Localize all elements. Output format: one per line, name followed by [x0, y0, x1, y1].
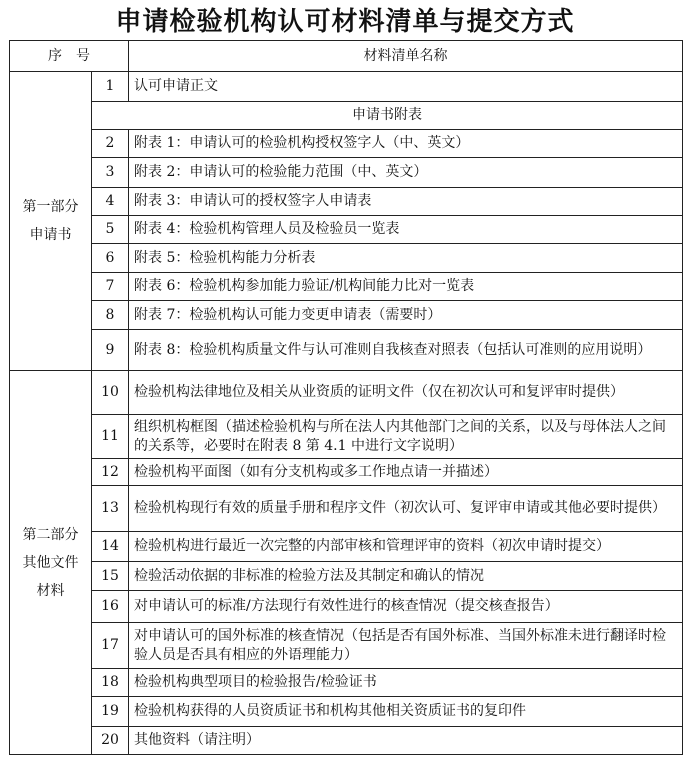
row-text: 附表 2：申请认可的检验能力范围（中、英文） — [129, 158, 683, 188]
header-seq: 序 号 — [10, 41, 129, 72]
row-number: 9 — [92, 330, 129, 371]
table-row — [10, 727, 683, 755]
row-text: 附表 6：检验机构参加能力验证/机构间能力比对一览表 — [129, 273, 683, 301]
row-text: 附表 7：检验机构认可能力变更申请表（需要时） — [129, 301, 683, 330]
row-number: 12 — [92, 459, 129, 486]
row-text: 检验机构进行最近一次完整的内部审核和管理评审的资料（初次申请时提交） — [129, 532, 683, 562]
table-row — [10, 301, 683, 330]
section-part2-label — [10, 371, 92, 755]
materials-table — [9, 40, 683, 755]
row-text: 对申请认可的标准/方法现行有效性进行的核查情况（提交核查报告） — [129, 591, 683, 623]
row-text: 检验活动依据的非标准的检验方法及其制定和确认的情况 — [129, 562, 683, 591]
table-row — [10, 486, 683, 532]
row-number: 1 — [92, 72, 129, 102]
row-number: 10 — [92, 371, 129, 415]
row-text: 检验机构法律地位及相关从业资质的证明文件（仅在初次认可和复评审时提供） — [129, 371, 683, 415]
row-number: 6 — [92, 244, 129, 273]
section-part2-label-line2: 其他文件 — [22, 554, 79, 571]
row-number: 3 — [92, 158, 129, 188]
table-row — [10, 130, 683, 158]
table-row — [10, 273, 683, 301]
row-text: 附表 5：检验机构能力分析表 — [129, 244, 683, 273]
section-part1-label-line2: 申请书 — [29, 227, 72, 243]
row-number: 20 — [92, 727, 129, 755]
row-number: 4 — [92, 188, 129, 216]
table-header-row — [10, 41, 683, 72]
table-row — [10, 330, 683, 371]
section-part1-label-line1: 第一部分 — [22, 199, 79, 215]
table-row — [10, 244, 683, 273]
table-row — [10, 562, 683, 591]
header-name: 材料清单名称 — [129, 41, 683, 72]
table-row — [10, 158, 683, 188]
section-part2-label-line3: 材料 — [36, 582, 65, 599]
row-number: 2 — [92, 130, 129, 158]
row-text: 检验机构获得的人员资质证书和机构其他相关资质证书的复印件 — [129, 697, 683, 727]
row-text: 检验机构平面图（如有分支机构或多工作地点请一并描述） — [129, 459, 683, 486]
table-row — [10, 532, 683, 562]
row-number: 18 — [92, 669, 129, 697]
row-number: 17 — [92, 623, 129, 669]
row-text: 附表 3：申请认可的授权签字人申请表 — [129, 188, 683, 216]
table-row — [10, 669, 683, 697]
table-row — [10, 72, 683, 102]
row-number: 15 — [92, 562, 129, 591]
section-part2-label-line1: 第二部分 — [22, 526, 79, 543]
row-text: 附表 1：申请认可的检验机构授权签字人（中、英文） — [129, 130, 683, 158]
table-row — [10, 459, 683, 486]
row-text: 组织机构框图（描述检验机构与所在法人内其他部门之间的关系，以及与母体法人之间的关系等，必要时在附表 8 第 4.1 中进行文字说明） — [129, 415, 683, 459]
row-number: 11 — [92, 415, 129, 459]
row-number: 16 — [92, 591, 129, 623]
table-row — [10, 371, 683, 415]
table-row — [10, 591, 683, 623]
row-number: 5 — [92, 216, 129, 244]
page-title: 申请检验机构认可材料清单与提交方式 — [115, 7, 575, 37]
table-subheader-row — [10, 102, 683, 130]
row-number: 8 — [92, 301, 129, 330]
table-row — [10, 216, 683, 244]
section-part1-label — [10, 72, 92, 371]
row-number: 7 — [92, 273, 129, 301]
row-number: 13 — [92, 486, 129, 532]
subheader-appendix: 申请书附表 — [92, 102, 683, 130]
row-text: 附表 8：检验机构质量文件与认可准则自我核查对照表（包括认可准则的应用说明） — [129, 330, 683, 371]
table-row — [10, 623, 683, 669]
row-number: 14 — [92, 532, 129, 562]
row-text: 检验机构典型项目的检验报告/检验证书 — [129, 669, 683, 697]
row-number: 19 — [92, 697, 129, 727]
row-text: 附表 4：检验机构管理人员及检验员一览表 — [129, 216, 683, 244]
row-text: 检验机构现行有效的质量手册和程序文件（初次认可、复评审申请或其他必要时提供） — [129, 486, 683, 532]
row-text: 对申请认可的国外标准的核查情况（包括是否有国外标准、当国外标准未进行翻译时检验人员是否具有相应的外语理能力） — [129, 623, 683, 669]
row-text: 其他资料（请注明） — [129, 727, 683, 755]
table-row — [10, 415, 683, 459]
row-text: 认可申请正文 — [129, 72, 683, 102]
table-row — [10, 697, 683, 727]
table-row — [10, 188, 683, 216]
